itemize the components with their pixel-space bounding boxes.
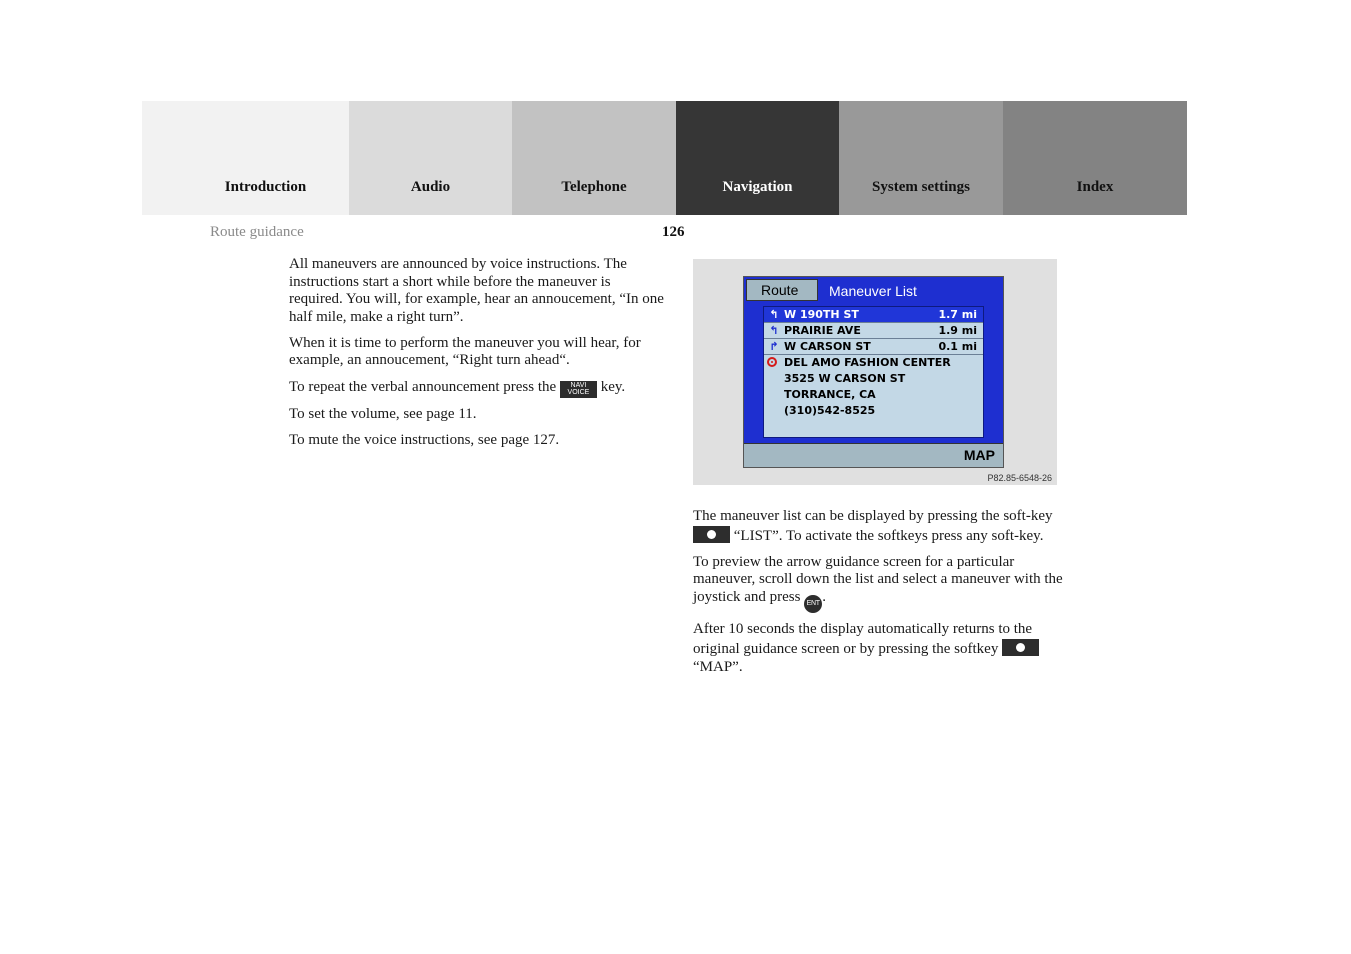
route-tab: Route bbox=[746, 279, 818, 301]
turn-right-icon: ↱ bbox=[769, 340, 779, 353]
maneuver-list bbox=[763, 306, 984, 438]
tab-system-settings[interactable]: System settings bbox=[839, 101, 1003, 215]
map-softkey-label: MAP bbox=[963, 447, 995, 463]
left-column bbox=[289, 256, 664, 458]
paragraph: To set the volume, see page 11. bbox=[289, 406, 477, 423]
tab-navigation[interactable]: Navigation bbox=[676, 101, 839, 215]
list-item: ↱ W CARSON ST 0.1 mi bbox=[764, 339, 983, 355]
list-item: ↰ PRAIRIE AVE 1.9 mi bbox=[764, 323, 983, 339]
chapter-tabs bbox=[142, 101, 1187, 215]
destination-flag-icon bbox=[767, 357, 777, 367]
paragraph: To mute the voice instructions, see page 127. bbox=[289, 432, 560, 449]
tab-telephone[interactable]: Telephone bbox=[512, 101, 676, 215]
navi-voice-key-icon: NAVI VOICE bbox=[560, 381, 597, 398]
paragraph: When it is time to perform the maneuver you will hear, for example, an annoucement, “Right turn ahead“. bbox=[289, 334, 641, 369]
tab-index[interactable]: Index bbox=[1003, 101, 1187, 215]
paragraph: To repeat the verbal announcement press the NAVI VOICE key. bbox=[289, 378, 626, 396]
softkey-icon bbox=[693, 526, 730, 543]
softkey-icon bbox=[1002, 639, 1039, 656]
destination-entry: DEL AMO FASHION CENTER 3525 W CARSON ST TORRANCE, CA (310)542-8525 bbox=[764, 355, 983, 419]
paragraph: The maneuver list can be displayed by pressing the soft-key “LIST”. To activate the softkeys press any soft-key. bbox=[693, 508, 1053, 544]
right-column bbox=[693, 508, 1063, 685]
turn-left-icon: ↰ bbox=[769, 308, 779, 321]
paragraph: To preview the arrow guidance screen for a particular maneuver, scroll down the list and select a maneuver with the joystick and press ENT . bbox=[693, 554, 1063, 613]
figure-code: P82.85-6548-26 bbox=[987, 473, 1052, 483]
tab-introduction[interactable]: Introduction bbox=[142, 101, 349, 215]
maneuver-list-figure bbox=[693, 259, 1057, 485]
screen-title: Maneuver List bbox=[829, 283, 917, 299]
page-number: 126 bbox=[662, 224, 685, 240]
tab-audio[interactable]: Audio bbox=[349, 101, 512, 215]
ent-key-icon: ENT bbox=[804, 595, 822, 613]
list-item: ↰ W 190TH ST 1.7 mi bbox=[764, 307, 983, 323]
softkey-bar bbox=[744, 443, 1003, 467]
turn-left-icon: ↰ bbox=[769, 324, 779, 337]
paragraph: After 10 seconds the display automatically returns to the original guidance screen or by pressing the softkey “MAP”. bbox=[693, 621, 1063, 676]
navigation-screen bbox=[744, 277, 1003, 467]
section-title: Route guidance bbox=[210, 224, 304, 240]
paragraph: All maneuvers are announced by voice instructions. The instructions start a short while before the maneuver is required. You will, for example, hear an annoucement, “In one half mile, make a right turn”. bbox=[289, 256, 664, 325]
